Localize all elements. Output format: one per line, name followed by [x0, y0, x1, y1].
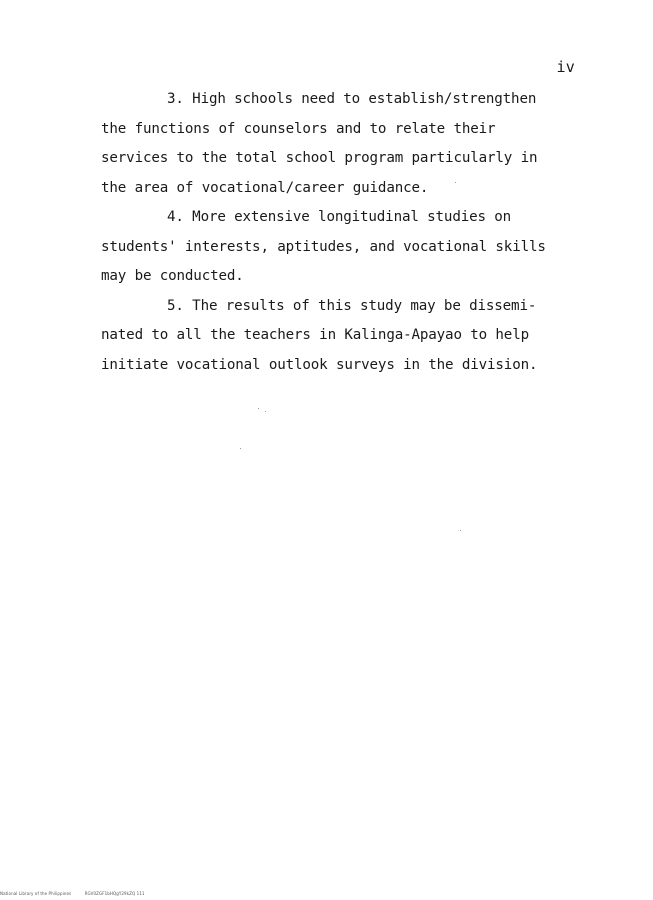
- text-line: 5. The results of this study may be dissemi-: [167, 297, 537, 314]
- text-line: the functions of counselors and to relate their: [101, 120, 496, 137]
- footer-code: RGV0ZGF1bHQgY29kZQ 111: [84, 891, 145, 896]
- scan-footer: [0, 891, 145, 896]
- text-line: the area of vocational/career guidance.: [101, 179, 429, 196]
- recommendation-item-4: [101, 203, 561, 292]
- page-number: iv: [556, 58, 575, 76]
- text-line: services to the total school program particularly in: [101, 150, 538, 166]
- text-line: nated to all the teachers in Kalinga-Apayao to help: [101, 327, 529, 343]
- footer-library: National Library of the Philippines: [0, 891, 72, 896]
- text-line: 3. High schools need to establish/strengthen: [167, 91, 537, 107]
- scan-speck: [265, 411, 266, 412]
- text-line: may be conducted.: [101, 268, 244, 284]
- recommendations-text: [101, 85, 561, 380]
- scan-speck: [455, 182, 456, 183]
- text-line: initiate vocational outlook surveys in the division.: [101, 356, 538, 373]
- text-line: 4. More extensive longitudinal studies on: [167, 209, 512, 225]
- recommendation-item-5: [101, 292, 561, 381]
- scan-speck: [240, 448, 241, 449]
- scan-speck: [460, 530, 461, 531]
- text-line: students' interests, aptitudes, and vocational skills: [101, 238, 546, 255]
- scan-speck: [258, 408, 259, 409]
- recommendation-item-3: [101, 85, 561, 203]
